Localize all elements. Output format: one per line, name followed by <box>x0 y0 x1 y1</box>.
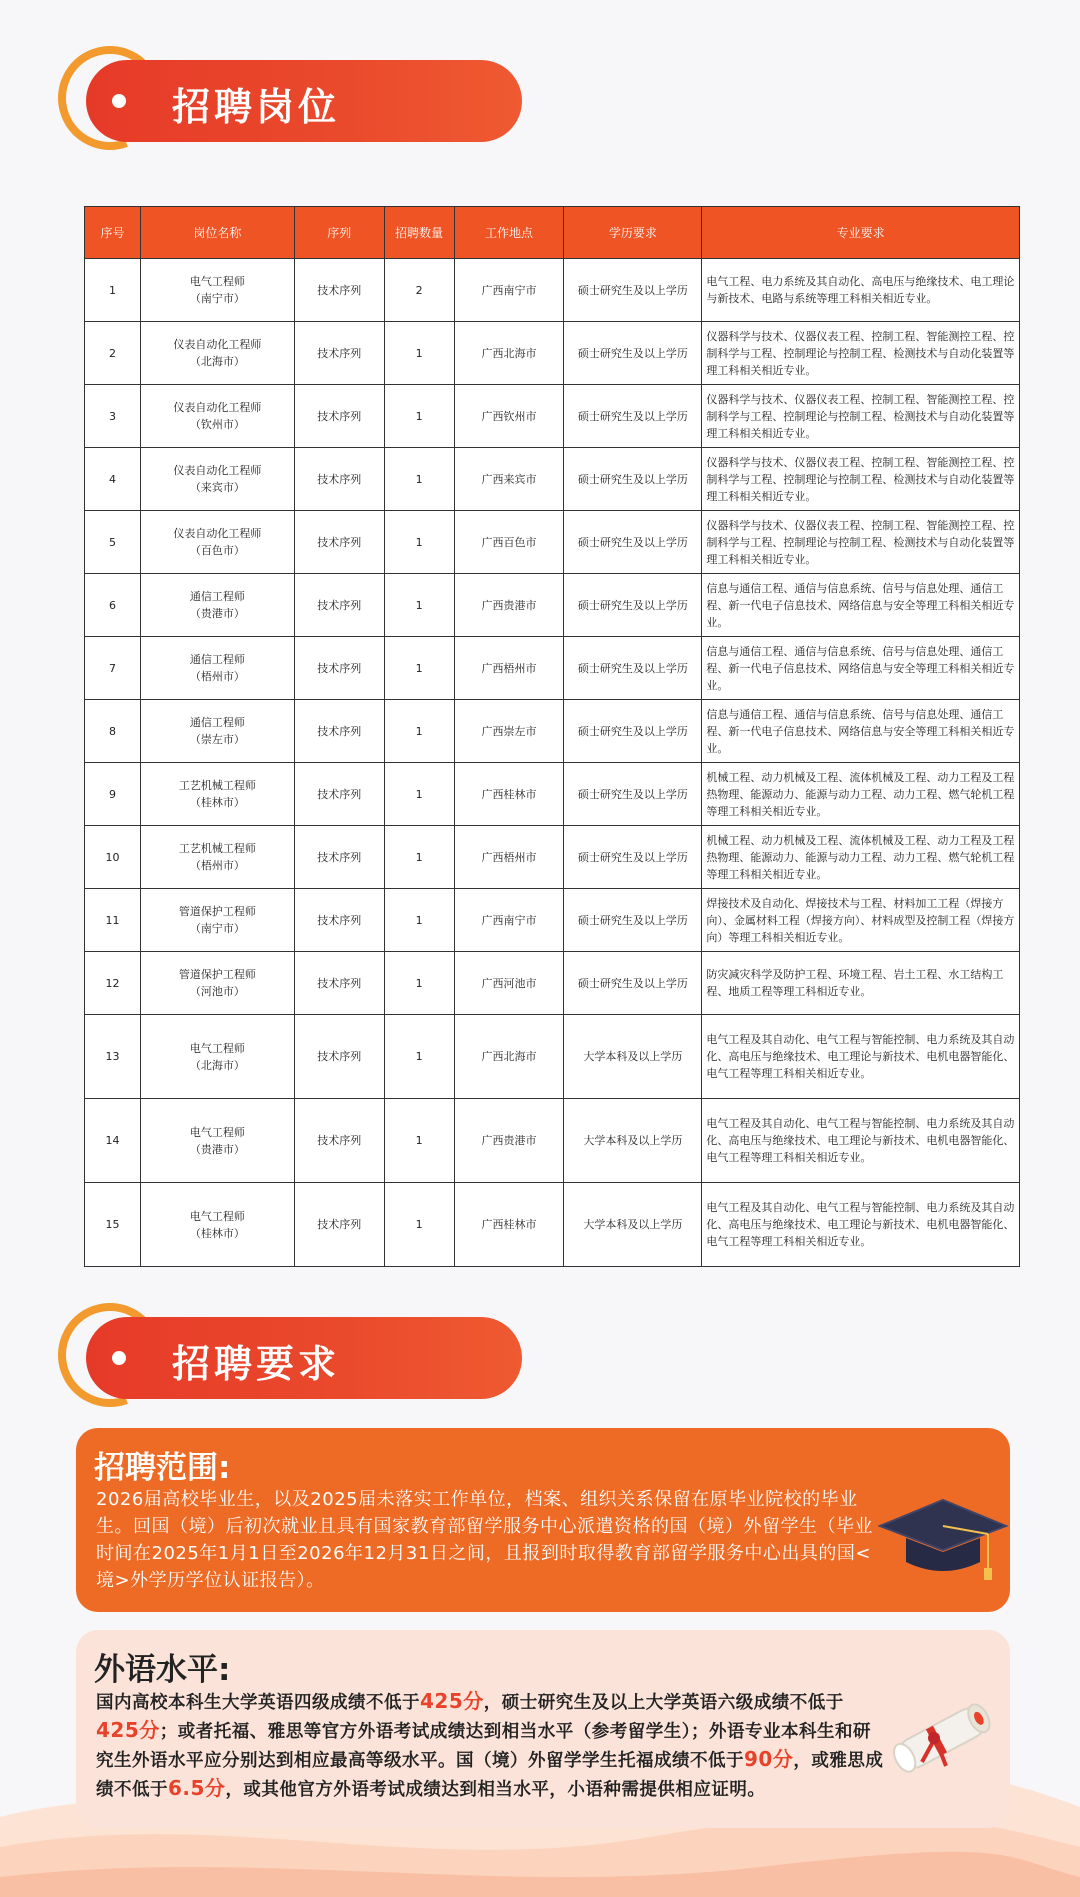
header-location: 工作地点 <box>454 207 564 259</box>
cell-location: 广西贵港市 <box>454 574 564 637</box>
cell-sequence: 技术序列 <box>294 322 384 385</box>
language-text-part: ，硕士研究生及以上大学英语六级成绩不低于 <box>483 1693 844 1713</box>
cell-title <box>140 259 294 322</box>
cell-major: 电气工程及其自动化、电气工程与智能控制、电力系统及其自动化、高电压与绝缘技术、电工理论与新技术、电机电器智能化、电气工程等理工科相关相近专业。 <box>702 1099 1020 1183</box>
cell-title <box>140 322 294 385</box>
cell-count: 1 <box>384 322 454 385</box>
position-city: （钦州市） <box>189 418 245 431</box>
table-row <box>85 1183 1020 1267</box>
cell-education: 大学本科及以上学历 <box>564 1099 702 1183</box>
table-header-row <box>85 207 1020 259</box>
cell-sequence: 技术序列 <box>294 952 384 1015</box>
cell-title <box>140 1183 294 1267</box>
cell-no: 11 <box>85 889 141 952</box>
position-city: （北海市） <box>189 1058 245 1072</box>
table-row <box>85 511 1020 574</box>
cell-sequence: 技术序列 <box>294 259 384 322</box>
cell-count: 1 <box>384 385 454 448</box>
language-text <box>96 1688 886 1804</box>
header-no: 序号 <box>85 207 141 259</box>
position-name: 电气工程师 <box>189 1209 245 1223</box>
cell-location: 广西梧州市 <box>454 826 564 889</box>
cell-sequence: 技术序列 <box>294 700 384 763</box>
cell-title <box>140 700 294 763</box>
cell-education: 大学本科及以上学历 <box>564 1183 702 1267</box>
position-city: （南宁市） <box>189 922 245 935</box>
cell-title <box>140 889 294 952</box>
cell-count: 1 <box>384 700 454 763</box>
position-city: （南宁市） <box>189 292 245 305</box>
cell-no: 5 <box>85 511 141 574</box>
cell-major: 电气工程及其自动化、电气工程与智能控制、电力系统及其自动化、高电压与绝缘技术、电工理论与新技术、电机电器智能化、电气工程等理工科相关相近专业。 <box>702 1183 1020 1267</box>
cell-major: 信息与通信工程、通信与信息系统、信号与信息处理、通信工程、新一代电子信息技术、网络信息与安全等理工科相关相近专业。 <box>702 700 1020 763</box>
cell-education: 硕士研究生及以上学历 <box>564 637 702 700</box>
cell-no: 4 <box>85 448 141 511</box>
cell-title <box>140 952 294 1015</box>
position-name: 仪表自动化工程师 <box>173 527 262 540</box>
cell-location: 广西南宁市 <box>454 259 564 322</box>
cell-count: 1 <box>384 763 454 826</box>
cell-count: 1 <box>384 1183 454 1267</box>
cell-major: 信息与通信工程、通信与信息系统、信号与信息处理、通信工程、新一代电子信息技术、网络信息与安全等理工科相关相近专业。 <box>702 574 1020 637</box>
cell-major: 仪器科学与技术、仪器仪表工程、控制工程、智能测控工程、控制科学与工程、控制理论与控制工程、检测技术与自动化装置等理工科相关相近专业。 <box>702 448 1020 511</box>
position-city: （桂林市） <box>189 1226 245 1240</box>
cell-sequence: 技术序列 <box>294 763 384 826</box>
cell-sequence: 技术序列 <box>294 1099 384 1183</box>
scope-heading: 招聘范围: <box>94 1450 231 1486</box>
table-row <box>85 1015 1020 1099</box>
cell-location: 广西贵港市 <box>454 1099 564 1183</box>
recruitment-scope-card <box>76 1428 1010 1612</box>
cell-title <box>140 826 294 889</box>
language-text-part: ，或其他官方外语考试成绩达到相当水平，小语种需提供相应证明。 <box>225 1780 766 1800</box>
position-city: （贵港市） <box>189 607 245 620</box>
cell-sequence: 技术序列 <box>294 385 384 448</box>
position-city: （梧州市） <box>189 859 245 872</box>
position-name: 工艺机械工程师 <box>178 842 256 855</box>
cell-sequence: 技术序列 <box>294 574 384 637</box>
table-row <box>85 700 1020 763</box>
cell-title <box>140 637 294 700</box>
cell-major: 电气工程及其自动化、电气工程与智能控制、电力系统及其自动化、高电压与绝缘技术、电工理论与新技术、电机电器智能化、电气工程等理工科相关相近专业。 <box>702 1015 1020 1099</box>
cell-count: 1 <box>384 826 454 889</box>
cell-location: 广西百色市 <box>454 511 564 574</box>
cell-title <box>140 511 294 574</box>
table-row <box>85 637 1020 700</box>
cell-education: 硕士研究生及以上学历 <box>564 700 702 763</box>
cell-title <box>140 574 294 637</box>
table-row <box>85 574 1020 637</box>
cell-location: 广西河池市 <box>454 952 564 1015</box>
cell-count: 1 <box>384 889 454 952</box>
diploma-scroll-icon <box>876 1684 1004 1794</box>
cell-no: 1 <box>85 259 141 322</box>
cell-count: 2 <box>384 259 454 322</box>
position-name: 通信工程师 <box>189 590 245 603</box>
positions-table <box>84 206 1020 1267</box>
score-ielts: 6.5分 <box>168 1776 226 1800</box>
cell-major: 机械工程、动力机械及工程、流体机械及工程、动力工程及工程热物理、能源动力、能源与动力工程、动力工程、燃气轮机工程等理工科相关相近专业。 <box>702 763 1020 826</box>
table-row <box>85 826 1020 889</box>
cell-count: 1 <box>384 511 454 574</box>
cell-location: 广西来宾市 <box>454 448 564 511</box>
position-name: 仪表自动化工程师 <box>173 401 262 414</box>
cell-title <box>140 1015 294 1099</box>
cell-location: 广西钦州市 <box>454 385 564 448</box>
language-text-part: ，或雅思成绩不低于 <box>96 1751 884 1800</box>
table-row <box>85 259 1020 322</box>
cell-sequence: 技术序列 <box>294 448 384 511</box>
position-name: 通信工程师 <box>189 716 245 729</box>
cell-location: 广西桂林市 <box>454 763 564 826</box>
cell-sequence: 技术序列 <box>294 1183 384 1267</box>
cell-no: 6 <box>85 574 141 637</box>
cell-sequence: 技术序列 <box>294 511 384 574</box>
cell-no: 9 <box>85 763 141 826</box>
table-row <box>85 763 1020 826</box>
graduation-cap-icon <box>876 1488 1010 1588</box>
table-row <box>85 1099 1020 1183</box>
position-name: 管道保护工程师 <box>178 905 256 918</box>
cell-sequence: 技术序列 <box>294 1015 384 1099</box>
cell-no: 8 <box>85 700 141 763</box>
cell-sequence: 技术序列 <box>294 889 384 952</box>
cell-no: 13 <box>85 1015 141 1099</box>
cell-education: 硕士研究生及以上学历 <box>564 448 702 511</box>
cell-major: 防灾减灾科学及防护工程、环境工程、岩土工程、水工结构工程、地质工程等理工科相近专业。 <box>702 952 1020 1015</box>
cell-education: 硕士研究生及以上学历 <box>564 385 702 448</box>
cell-count: 1 <box>384 448 454 511</box>
cell-education: 大学本科及以上学历 <box>564 1015 702 1099</box>
header-count: 招聘数量 <box>384 207 454 259</box>
score-cet6: 425分 <box>96 1718 160 1742</box>
cell-location: 广西桂林市 <box>454 1183 564 1267</box>
position-city: （贵港市） <box>189 1142 245 1156</box>
cell-count: 1 <box>384 952 454 1015</box>
table-row <box>85 952 1020 1015</box>
cell-no: 2 <box>85 322 141 385</box>
cell-sequence: 技术序列 <box>294 637 384 700</box>
position-city: （百色市） <box>189 544 245 557</box>
cell-count: 1 <box>384 1099 454 1183</box>
cell-no: 3 <box>85 385 141 448</box>
cell-major: 仪器科学与技术、仪器仪表工程、控制工程、智能测控工程、控制科学与工程、控制理论与控制工程、检测技术与自动化装置等理工科相关相近专业。 <box>702 322 1020 385</box>
cell-major: 仪器科学与技术、仪器仪表工程、控制工程、智能测控工程、控制科学与工程、控制理论与控制工程、检测技术与自动化装置等理工科相关相近专业。 <box>702 385 1020 448</box>
section-title-positions: 招聘岗位 <box>172 85 341 129</box>
cell-education: 硕士研究生及以上学历 <box>564 763 702 826</box>
position-city: （来宾市） <box>189 481 245 494</box>
cell-title <box>140 1099 294 1183</box>
header-dot <box>112 1351 126 1365</box>
cell-location: 广西崇左市 <box>454 700 564 763</box>
position-name: 管道保护工程师 <box>178 968 256 981</box>
cell-title <box>140 763 294 826</box>
cell-major: 信息与通信工程、通信与信息系统、信号与信息处理、通信工程、新一代电子信息技术、网络信息与安全等理工科相关相近专业。 <box>702 637 1020 700</box>
table-row <box>85 322 1020 385</box>
cell-no: 10 <box>85 826 141 889</box>
position-city: （梧州市） <box>189 670 245 683</box>
position-city: （河池市） <box>189 985 245 998</box>
cell-major: 电气工程、电力系统及其自动化、高电压与绝缘技术、电工理论与新技术、电路与系统等理工科相关相近专业。 <box>702 259 1020 322</box>
header-major: 专业要求 <box>702 207 1020 259</box>
cell-education: 硕士研究生及以上学历 <box>564 322 702 385</box>
position-name: 仪表自动化工程师 <box>173 338 262 351</box>
section-title-requirements: 招聘要求 <box>172 1342 341 1386</box>
cell-count: 1 <box>384 637 454 700</box>
position-city: （北海市） <box>189 355 245 368</box>
cell-location: 广西南宁市 <box>454 889 564 952</box>
scope-text: 2026届高校毕业生，以及2025届未落实工作单位，档案、组织关系保留在原毕业院校的毕业生。回国（境）后初次就业且具有国家教育部留学服务中心派遣资格的国（境）外留学生（毕业时间在2025年1月1日至2026年12月31日之间，且报到时取得教育部留学服务中心出具的国<境>外学历学位认证报告）。 <box>96 1489 873 1591</box>
cell-major: 焊接技术及自动化、焊接技术与工程、材料加工工程（焊接方向）、金属材料工程（焊接方向）、材料成型及控制工程（焊接方向）等理工科相关相近专业。 <box>702 889 1020 952</box>
section-header-positions <box>58 46 528 164</box>
language-level-card <box>76 1630 1010 1828</box>
header-seq: 序列 <box>294 207 384 259</box>
score-cet4: 425分 <box>420 1689 484 1713</box>
cell-no: 14 <box>85 1099 141 1183</box>
section-header-requirements <box>58 1303 528 1421</box>
header-dot <box>112 94 126 108</box>
cell-count: 1 <box>384 574 454 637</box>
cell-location: 广西梧州市 <box>454 637 564 700</box>
score-toefl: 90分 <box>744 1747 794 1771</box>
cell-location: 广西北海市 <box>454 322 564 385</box>
position-city: （桂林市） <box>189 796 245 809</box>
language-text-part: 国内高校本科生大学英语四级成绩不低于 <box>96 1693 420 1713</box>
language-heading: 外语水平: <box>94 1652 231 1688</box>
language-text-part: ；或者托福、雅思等官方外语考试成绩达到相当水平（参考留学生）；外语专业本科生和研究生外语水平应分别达到相应最高等级水平。国（境）外留学学生托福成绩不低于 <box>96 1722 871 1771</box>
cell-major: 机械工程、动力机械及工程、流体机械及工程、动力工程及工程热物理、能源动力、能源与动力工程、动力工程、燃气轮机工程等理工科相关相近专业。 <box>702 826 1020 889</box>
cell-no: 7 <box>85 637 141 700</box>
position-name: 工艺机械工程师 <box>178 779 256 792</box>
cell-education: 硕士研究生及以上学历 <box>564 889 702 952</box>
table-row <box>85 889 1020 952</box>
position-name: 电气工程师 <box>189 275 245 288</box>
header-education: 学历要求 <box>564 207 702 259</box>
cell-education: 硕士研究生及以上学历 <box>564 952 702 1015</box>
cell-education: 硕士研究生及以上学历 <box>564 259 702 322</box>
header-title: 岗位名称 <box>140 207 294 259</box>
cell-no: 15 <box>85 1183 141 1267</box>
cell-education: 硕士研究生及以上学历 <box>564 826 702 889</box>
cell-title <box>140 448 294 511</box>
position-name: 通信工程师 <box>189 653 245 666</box>
cell-count: 1 <box>384 1015 454 1099</box>
position-name: 仪表自动化工程师 <box>173 464 262 477</box>
cell-major: 仪器科学与技术、仪器仪表工程、控制工程、智能测控工程、控制科学与工程、控制理论与控制工程、检测技术与自动化装置等理工科相关相近专业。 <box>702 511 1020 574</box>
table-row <box>85 385 1020 448</box>
cell-sequence: 技术序列 <box>294 826 384 889</box>
cell-no: 12 <box>85 952 141 1015</box>
position-city: （崇左市） <box>189 733 245 746</box>
cell-location: 广西北海市 <box>454 1015 564 1099</box>
position-name: 电气工程师 <box>189 1125 245 1139</box>
position-name: 电气工程师 <box>189 1041 245 1055</box>
cell-title <box>140 385 294 448</box>
cell-education: 硕士研究生及以上学历 <box>564 574 702 637</box>
table-row <box>85 448 1020 511</box>
cell-education: 硕士研究生及以上学历 <box>564 511 702 574</box>
